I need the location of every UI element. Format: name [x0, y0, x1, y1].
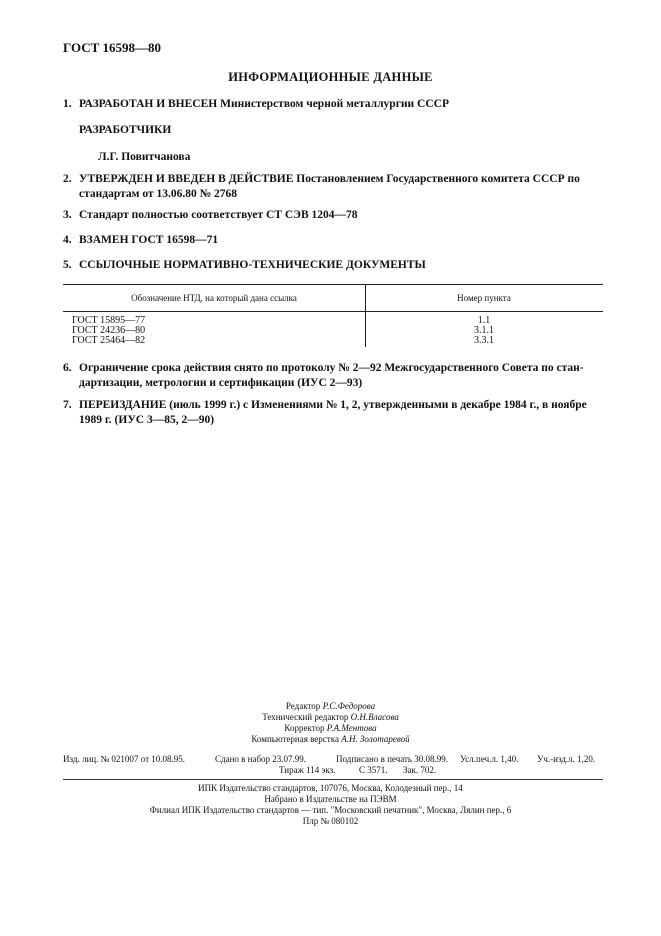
column-header-clause: Номер пункта — [457, 293, 511, 303]
tech-editor-name: О.Н.Власова — [350, 712, 399, 722]
column-header-document: Обозначение НТД, на который дана ссылка — [131, 293, 297, 303]
publisher-line-2: Набрано в Издательстве на ПЭВМ — [264, 794, 397, 804]
signed-for-print: Подписано в печать 30.08.99. — [336, 754, 449, 764]
print-run: Тираж 114 экз. — [279, 765, 336, 775]
editor-label: Редактор — [285, 701, 321, 711]
item-text-line-2: дартизации, метрологии и сертификации (ИУС 2—93) — [79, 377, 363, 389]
imprint-publishing-data — [63, 754, 603, 765]
corrector-label: Корректор — [284, 723, 325, 733]
cell-clause: 3.3.1 — [474, 335, 494, 346]
item-number: 2. — [63, 173, 72, 185]
item-text-line-2: 1989 г. (ИУС 3—85, 2—90) — [79, 414, 215, 426]
item-5 — [63, 258, 608, 273]
tech-editor-label: Технический редактор — [262, 712, 349, 722]
item-text-line-1: Ограничение срока действия снято по протоколу № 2—92 Межгосударственного Совета по стан- — [79, 362, 584, 374]
developers-label — [79, 123, 624, 138]
references-table — [63, 284, 603, 346]
divider — [63, 779, 603, 780]
imprint-layout — [0, 734, 661, 745]
table-header — [63, 285, 603, 312]
item-text: Стандарт полностью соответствует СТ СЭВ 1204—78 — [79, 209, 358, 221]
sent-to-typesetting: Сдано в набор 23.07.99. — [215, 754, 307, 764]
item-number: 7. — [63, 399, 72, 411]
publishing-sheets: Уч.-изд.л. 1,20. — [537, 754, 596, 764]
cell-document: ГОСТ 24236—80 — [72, 325, 146, 336]
layout-label: Компьютерная верстка — [251, 734, 339, 744]
cell-clause: 1.1 — [477, 315, 491, 326]
imprint-editor — [0, 701, 661, 712]
item-number: 3. — [63, 209, 72, 221]
table-row — [63, 336, 603, 346]
item-number: 1. — [63, 98, 72, 110]
item-text: ССЫЛОЧНЫЕ НОРМАТИВНО-ТЕХНИЧЕСКИЕ ДОКУМЕНТЫ — [79, 259, 426, 271]
order-number: Зак. 702. — [403, 765, 437, 775]
item-number: 4. — [63, 234, 72, 246]
imprint-tech-editor — [0, 712, 661, 723]
item-6 — [63, 361, 608, 391]
item-2 — [63, 172, 608, 202]
publisher-line-1: ИПК Издательство стандартов, 107076, Москва, Колодезный пер., 14 — [198, 783, 463, 793]
item-text: ВЗАМЕН ГОСТ 16598—71 — [79, 234, 219, 246]
page-title: ИНФОРМАЦИОННЫЕ ДАННЫЕ — [228, 70, 433, 84]
code-c: С 3571. — [359, 765, 388, 775]
developer-name — [98, 150, 643, 165]
item-1 — [63, 97, 608, 112]
imprint-corrector — [0, 723, 661, 734]
corrector-name: Р.А.Ментова — [326, 723, 377, 733]
item-number: 6. — [63, 362, 72, 374]
publisher-line-3: Филиал ИПК Издательство стандартов — тип. "Московский печатник", Москва, Лялин пер., 6 — [149, 805, 512, 815]
item-text-line-2: стандартам от 13.06.80 № 2768 — [79, 188, 238, 200]
cell-document: ГОСТ 15895—77 — [72, 315, 146, 326]
developer-name-text: Л.Г. Повитчанова — [98, 151, 191, 163]
developers-label-text: РАЗРАБОТЧИКИ — [79, 124, 172, 136]
item-4 — [63, 233, 608, 248]
item-number: 5. — [63, 259, 72, 271]
publisher-line-4: Плр № 080102 — [302, 816, 359, 826]
item-7 — [63, 398, 608, 428]
item-3 — [63, 208, 608, 223]
document-header: ГОСТ 16598—80 — [63, 40, 162, 55]
conventional-sheets: Усл.печ.л. 1,40. — [460, 754, 519, 764]
cell-clause: 3.1.1 — [474, 325, 494, 336]
item-text: РАЗРАБОТАН И ВНЕСЕН Министерством черной металлургии СССР — [79, 98, 449, 110]
cell-document: ГОСТ 25464—82 — [72, 335, 146, 346]
editor-name: Р.С.Федорова — [322, 701, 376, 711]
table-body — [63, 312, 603, 346]
license: Изд. лиц. № 021007 от 10.08.95. — [63, 754, 185, 764]
item-text-line-1: УТВЕРЖДЕН И ВВЕДЕН В ДЕЙСТВИЕ Постановлением Государственного комитета СССР по — [79, 173, 580, 185]
item-text-line-1: ПЕРЕИЗДАНИЕ (июль 1999 г.) с Изменениями № 1, 2, утвержденными в декабре 1984 г., в ноябре — [79, 399, 587, 411]
layout-name: А.Н. Золотаревой — [341, 734, 410, 744]
